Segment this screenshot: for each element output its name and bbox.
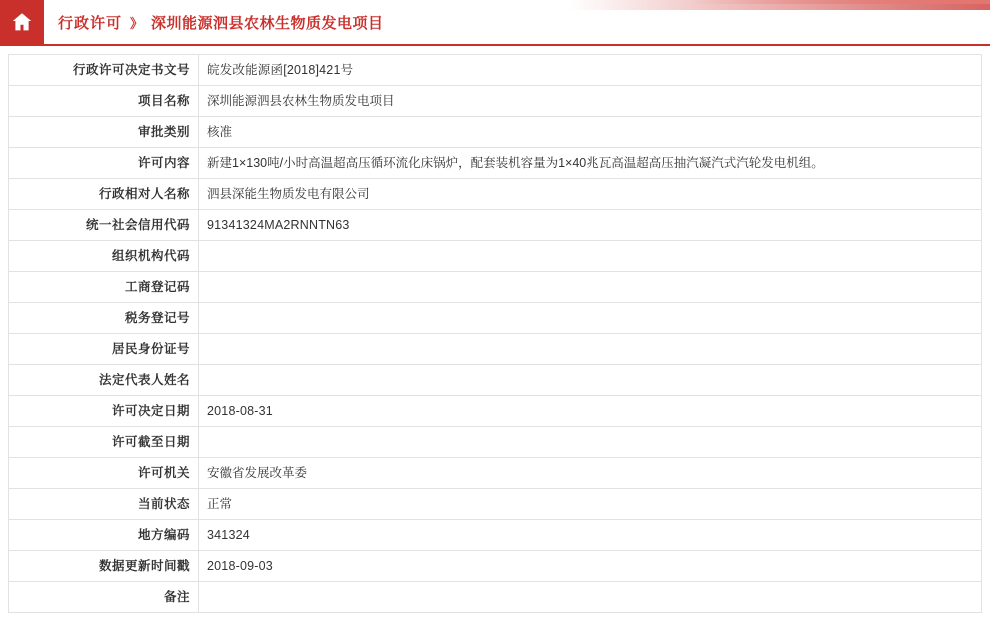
row-label: 居民身份证号 bbox=[9, 334, 199, 365]
table-row bbox=[9, 582, 982, 613]
table-row bbox=[9, 303, 982, 334]
license-detail-table bbox=[8, 54, 982, 613]
row-label: 当前状态 bbox=[9, 489, 199, 520]
home-button[interactable] bbox=[0, 0, 44, 44]
row-value bbox=[199, 582, 982, 613]
table-row bbox=[9, 365, 982, 396]
table-row bbox=[9, 272, 982, 303]
table-row bbox=[9, 427, 982, 458]
row-label: 地方编码 bbox=[9, 520, 199, 551]
detail-table-body bbox=[9, 55, 982, 613]
row-label: 数据更新时间戳 bbox=[9, 551, 199, 582]
row-value bbox=[199, 427, 982, 458]
table-row bbox=[9, 179, 982, 210]
row-label: 许可内容 bbox=[9, 148, 199, 179]
table-row bbox=[9, 55, 982, 86]
table-row bbox=[9, 334, 982, 365]
breadcrumb-root[interactable]: 行政许可 bbox=[58, 14, 123, 32]
table-row bbox=[9, 520, 982, 551]
table-row bbox=[9, 117, 982, 148]
row-value bbox=[199, 272, 982, 303]
row-value: 核准 bbox=[199, 117, 982, 148]
row-value bbox=[199, 241, 982, 272]
row-label: 审批类别 bbox=[9, 117, 199, 148]
breadcrumb-current: 深圳能源泗县农林生物质发电项目 bbox=[151, 14, 384, 32]
table-row bbox=[9, 551, 982, 582]
row-label: 法定代表人姓名 bbox=[9, 365, 199, 396]
table-row bbox=[9, 241, 982, 272]
table-row bbox=[9, 86, 982, 117]
row-value: 深圳能源泗县农林生物质发电项目 bbox=[199, 86, 982, 117]
page-header bbox=[0, 0, 990, 46]
row-value: 2018-08-31 bbox=[199, 396, 982, 427]
row-value bbox=[199, 303, 982, 334]
row-label: 许可机关 bbox=[9, 458, 199, 489]
header-decoration-accent bbox=[690, 0, 990, 4]
row-label: 统一社会信用代码 bbox=[9, 210, 199, 241]
row-value: 泗县深能生物质发电有限公司 bbox=[199, 179, 982, 210]
row-value: 2018-09-03 bbox=[199, 551, 982, 582]
table-row bbox=[9, 396, 982, 427]
row-label: 工商登记码 bbox=[9, 272, 199, 303]
row-label: 许可截至日期 bbox=[9, 427, 199, 458]
row-label: 行政许可决定书文号 bbox=[9, 55, 199, 86]
breadcrumb bbox=[44, 0, 384, 44]
home-icon bbox=[10, 10, 34, 34]
table-row bbox=[9, 458, 982, 489]
row-label: 项目名称 bbox=[9, 86, 199, 117]
table-row bbox=[9, 489, 982, 520]
row-value: 皖发改能源函[2018]421号 bbox=[199, 55, 982, 86]
row-label: 行政相对人名称 bbox=[9, 179, 199, 210]
row-value: 91341324MA2RNNTN63 bbox=[199, 210, 982, 241]
row-label: 组织机构代码 bbox=[9, 241, 199, 272]
row-value bbox=[199, 365, 982, 396]
table-row bbox=[9, 210, 982, 241]
row-label: 备注 bbox=[9, 582, 199, 613]
row-value: 341324 bbox=[199, 520, 982, 551]
detail-table-container bbox=[0, 46, 990, 613]
row-value: 安徽省发展改革委 bbox=[199, 458, 982, 489]
row-value bbox=[199, 334, 982, 365]
table-row bbox=[9, 148, 982, 179]
row-label: 许可决定日期 bbox=[9, 396, 199, 427]
row-value: 正常 bbox=[199, 489, 982, 520]
row-value: 新建1×130吨/小时高温超高压循环流化床锅炉，配套装机容量为1×40兆瓦高温超高压抽汽凝汽式汽轮发电机组。 bbox=[199, 148, 982, 179]
row-label: 税务登记号 bbox=[9, 303, 199, 334]
breadcrumb-separator-icon: 》 bbox=[130, 15, 144, 31]
